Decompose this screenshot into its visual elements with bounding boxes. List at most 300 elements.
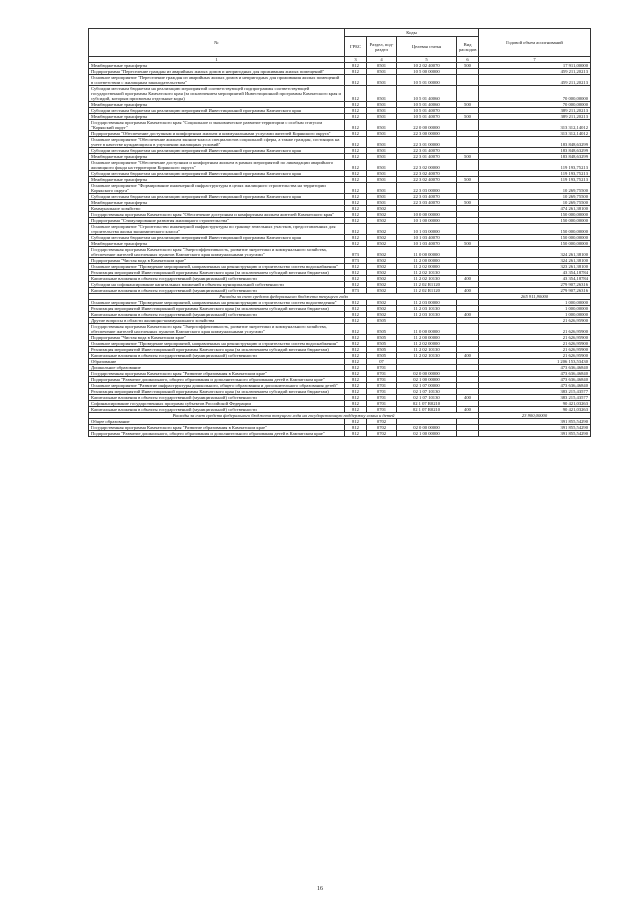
row-amount: 21 626,95900: [479, 353, 591, 359]
row-grbs: 812: [345, 341, 367, 347]
row-name: Подпрограмма "Развитие дошкольного, общего образования и дополнительного образования детей в Камчатском крае": [89, 377, 345, 383]
row-grbs: 812: [345, 401, 367, 407]
row-razdel: 0501: [367, 148, 397, 154]
row-grbs: 812: [345, 312, 367, 318]
row-name: Субсидии на софинансирование капитальных вложений в объекты муниципальной собственности: [89, 282, 345, 288]
row-target: 10 5 00 00000: [397, 69, 457, 75]
row-target: 11 2 03 00000: [397, 300, 457, 306]
row-target: 11 2 02 00000: [397, 341, 457, 347]
row-amount: 1 206 153,53430: [479, 359, 591, 365]
row-grbs: 873: [345, 258, 367, 264]
row-grbs: 812: [345, 212, 367, 218]
row-razdel: 0501: [367, 131, 397, 137]
row-vr: [457, 183, 479, 194]
row-name: Государственная программа Камчатского края "Энергоэффективность, развитие энергетики и коммунального хозяйства, обеспечение жителей населенных пунктов Камчатского края коммунальными услугами": [89, 247, 345, 258]
row-razdel: 0505: [367, 347, 397, 353]
row-grbs: 812: [345, 148, 367, 154]
row-razdel: 0501: [367, 63, 397, 69]
row-name: Субсидии местным бюджетам на реализацию мероприятий Инвестиционной программы Камчатского края: [89, 108, 345, 114]
row-name: Капитальные вложения в объекты государственной (муниципальной) собственности: [89, 312, 345, 318]
row-target: 10 0 00 00000: [397, 212, 457, 218]
row-razdel: 0502: [367, 212, 397, 218]
row-amount: 391 855,54290: [479, 431, 591, 437]
col-index: 1: [89, 57, 345, 63]
row-name: Дошкольное образование: [89, 365, 345, 371]
row-amount: 1 000,00000: [479, 300, 591, 306]
row-target: 11 2 03 10130: [397, 312, 457, 318]
row-target: 02 1 07 10130: [397, 389, 457, 395]
row-name: Государственная программа Камчатского края "Обеспечение доступным и комфортным жильем жителей Камчатского края": [89, 212, 345, 218]
row-target: 02 0 00 00000: [397, 371, 457, 377]
row-razdel: 0505: [367, 318, 397, 324]
note-text: Расходы за счет средств федерального бюджета текущего года: [89, 294, 479, 300]
header-grbs: ГРБС: [345, 37, 367, 57]
row-name: Подпрограмма "Чистая вода в Камчатском крае": [89, 258, 345, 264]
row-razdel: 0701: [367, 407, 397, 413]
row-grbs: 812: [345, 377, 367, 383]
row-target: 10 5 01 00000: [397, 75, 457, 86]
header-codes: Коды: [345, 29, 479, 37]
row-amount: 391 855,54290: [479, 425, 591, 431]
row-name: Капитальные вложения в объекты государственной (муниципальной) собственности: [89, 276, 345, 282]
row-name: Другие вопросы в области жилищно-коммунального хозяйства: [89, 318, 345, 324]
row-razdel: 0501: [367, 183, 397, 194]
note-amount: 23 900,00000: [479, 413, 591, 419]
row-name: Субсидии местным бюджетам на реализацию мероприятий Инвестиционной программы Камчатского края: [89, 171, 345, 177]
row-razdel: 0501: [367, 171, 397, 177]
row-grbs: 812: [345, 177, 367, 183]
row-razdel: 0502: [367, 282, 397, 288]
note-text: Расходы за счет средств федерального бюджета текущего года на государственную поддержку семьи и детей: [89, 413, 479, 419]
row-grbs: 873: [345, 247, 367, 258]
row-razdel: 0502: [367, 300, 397, 306]
header-no: №: [89, 29, 345, 57]
row-razdel: 0501: [367, 177, 397, 183]
row-name: Коммунальное хозяйство: [89, 206, 345, 212]
row-amount: 473 636,46840: [479, 383, 591, 389]
header-razdel: Раздел, под-раздел: [367, 37, 397, 57]
row-amount: 150 000,00000: [479, 212, 591, 218]
row-vr: 500: [457, 63, 479, 69]
row-grbs: 812: [345, 306, 367, 312]
row-amount: 474 261,38100: [479, 206, 591, 212]
row-vr: 500: [457, 154, 479, 160]
row-target: 10 5 01 40070: [397, 114, 457, 120]
row-grbs: 812: [345, 359, 367, 365]
row-vr: 400: [457, 407, 479, 413]
row-razdel: 0502: [367, 241, 397, 247]
row-amount: 183 848,63299: [479, 137, 591, 148]
row-grbs: 812: [345, 108, 367, 114]
row-amount: 119 193,75213: [479, 171, 591, 177]
row-name: Реализация мероприятий Инвестиционной программы Камчатского края (за исключением субсидий местным бюджетам): [89, 389, 345, 395]
row-razdel: 0502: [367, 258, 397, 264]
row-name: Межбюджетные трансферты: [89, 200, 345, 206]
row-target: 11 2 02 R1120: [397, 288, 457, 294]
row-amount: 383 215,43577: [479, 395, 591, 401]
row-amount: 21 626,95900: [479, 347, 591, 353]
row-name: Основное мероприятие "Обеспечение жильем эконом-класса специалистов социальной сферы, а также граждан, состоящих на учете в качестве нуждающихся в улучшении жилищных условий": [89, 137, 345, 148]
row-grbs: 812: [345, 383, 367, 389]
col-index: 3: [345, 57, 367, 63]
row-target: 02 1 00 00000: [397, 431, 457, 437]
row-grbs: 812: [345, 264, 367, 270]
row-amount: 90 421,03263: [479, 407, 591, 413]
row-target: 02 1 07 00000: [397, 383, 457, 389]
row-grbs: 812: [345, 371, 367, 377]
row-name: Капитальные вложения в объекты государственной (муниципальной) собственности: [89, 353, 345, 359]
row-razdel: 0501: [367, 86, 397, 102]
row-razdel: 0502: [367, 270, 397, 276]
row-target: 10 5 01 40060: [397, 102, 457, 108]
row-vr: [457, 431, 479, 437]
row-amount: 323 261,38100: [479, 264, 591, 270]
row-name: Государственная программа Камчатского края "Развитие образования в Камчатском крае": [89, 425, 345, 431]
row-razdel: 0501: [367, 160, 397, 171]
row-amount: 150 000,00000: [479, 218, 591, 224]
row-name: Капитальные вложения в объекты государственной (муниципальной) собственности: [89, 288, 345, 294]
row-razdel: 07: [367, 359, 397, 365]
row-vr: 400: [457, 312, 479, 318]
row-grbs: 812: [345, 347, 367, 353]
row-razdel: 0505: [367, 353, 397, 359]
row-razdel: 0702: [367, 419, 397, 425]
row-vr: [457, 120, 479, 131]
table-body: [89, 63, 591, 437]
row-target: 02 1 07 R0210: [397, 401, 457, 407]
row-name: Субсидии местным бюджетам на реализацию мероприятий Инвестиционной программы Камчатского края: [89, 194, 345, 200]
row-target: 22 3 02 40070: [397, 177, 457, 183]
row-name: Основное мероприятие "Обеспечение доступным и комфортным жильем в рамках мероприятий по ликвидации аварийного жилищного фонда на территории Корякского округа": [89, 160, 345, 171]
row-razdel: 0701: [367, 395, 397, 401]
row-grbs: 812: [345, 276, 367, 282]
row-amount: 17 911,00000: [479, 63, 591, 69]
row-grbs: 812: [345, 194, 367, 200]
row-grbs: 812: [345, 224, 367, 235]
row-name: Подпрограмма "Чистая вода в Камчатском крае": [89, 335, 345, 341]
row-name: Межбюджетные трансферты: [89, 154, 345, 160]
row-grbs: 812: [345, 395, 367, 401]
row-target: 22 3 03 40070: [397, 194, 457, 200]
row-grbs: 812: [345, 102, 367, 108]
page-number: 16: [317, 886, 323, 892]
table-row: [89, 224, 591, 235]
row-amount: 473 636,46840: [479, 377, 591, 383]
row-target: 11 2 03 10130: [397, 306, 457, 312]
row-razdel: 0502: [367, 306, 397, 312]
row-razdel: 0502: [367, 235, 397, 241]
row-target: 02 1 07 10130: [397, 395, 457, 401]
row-amount: 459 211,20213: [479, 69, 591, 75]
row-amount: 279 907,26316: [479, 282, 591, 288]
row-grbs: 812: [345, 324, 367, 335]
row-amount: 90 421,03263: [479, 401, 591, 407]
row-vr: 500: [457, 177, 479, 183]
row-target: 02 0 00 00000: [397, 425, 457, 431]
row-amount: 150 000,00000: [479, 235, 591, 241]
col-index: 6: [457, 57, 479, 63]
row-grbs: 812: [345, 241, 367, 247]
row-grbs: 812: [345, 300, 367, 306]
row-grbs: 812: [345, 353, 367, 359]
row-razdel: 0701: [367, 377, 397, 383]
row-name: Подпрограмма "Развитие дошкольного, общего образования и дополнительного образования детей в Камчатском крае": [89, 431, 345, 437]
row-grbs: 812: [345, 63, 367, 69]
row-name: Межбюджетные трансферты: [89, 241, 345, 247]
row-vr: [457, 137, 479, 148]
row-name: Основное мероприятие "Развитие инфраструктуры дошкольного, общего образования и дополнительного образования детей": [89, 383, 345, 389]
row-target: 11 2 00 00000: [397, 258, 457, 264]
row-amount: 119 193,75213: [479, 177, 591, 183]
row-grbs: 812: [345, 120, 367, 131]
row-razdel: 0505: [367, 335, 397, 341]
row-amount: 1 000,00000: [479, 306, 591, 312]
row-razdel: 0501: [367, 137, 397, 148]
note-amount: 265 911,90000: [479, 294, 591, 300]
row-name: Основное мероприятие "Формирование инженерной инфраструктуры в целях жилищного строительства на территории Корякского округа": [89, 183, 345, 194]
row-name: Государственная программа Камчатского края "Энергоэффективность, развитие энергетики и коммунального хозяйства, обеспечение жителей населенных пунктов Камчатского края коммунальными услугами": [89, 324, 345, 335]
row-grbs: 812: [345, 425, 367, 431]
row-amount: 313 312,14012: [479, 131, 591, 137]
row-amount: 183 848,63299: [479, 154, 591, 160]
row-grbs: 812: [345, 69, 367, 75]
table-row: [89, 86, 591, 102]
row-grbs: 812: [345, 282, 367, 288]
col-index: 4: [367, 57, 397, 63]
table-row: [89, 120, 591, 131]
row-amount: 150 000,00000: [479, 224, 591, 235]
row-name: Капитальные вложения в объекты государственной (муниципальной) собственности: [89, 395, 345, 401]
row-vr: [457, 324, 479, 335]
row-target: 22 3 03 40070: [397, 200, 457, 206]
row-name: Субсидии местным бюджетам на реализацию мероприятий Инвестиционной программы Камчатского края: [89, 148, 345, 154]
row-amount: 119 193,75213: [479, 160, 591, 171]
header-vr: Вид расходов: [457, 37, 479, 57]
row-name: Капитальные вложения в объекты государственной (муниципальной) собственности: [89, 407, 345, 413]
col-index: 5: [397, 57, 457, 63]
row-grbs: 812: [345, 75, 367, 86]
row-razdel: 0501: [367, 154, 397, 160]
table-row: [89, 247, 591, 258]
row-amount: 21 626,95900: [479, 318, 591, 324]
row-target: 11 0 00 00000: [397, 247, 457, 258]
row-grbs: 812: [345, 335, 367, 341]
row-grbs: 812: [345, 419, 367, 425]
row-amount: 10 269,75500: [479, 200, 591, 206]
row-razdel: 0502: [367, 288, 397, 294]
row-target: 10 5 01 40070: [397, 108, 457, 114]
row-target: 10 2 02 40070: [397, 63, 457, 69]
row-name: Основное мероприятие "Проведение мероприятий, направленных на реконструкцию и строительство систем водоснабжения": [89, 341, 345, 347]
row-target: 22 3 02 00000: [397, 160, 457, 171]
row-razdel: 0701: [367, 383, 397, 389]
row-name: Межбюджетные трансферты: [89, 63, 345, 69]
row-grbs: 812: [345, 131, 367, 137]
row-amount: 43 354,18784: [479, 276, 591, 282]
row-target: 11 2 02 10130: [397, 276, 457, 282]
row-target: 22 3 03 00000: [397, 183, 457, 194]
row-name: Софинансирование государственных программ субъектов Российской Федерации: [89, 401, 345, 407]
row-amount: 473 636,46840: [479, 371, 591, 377]
row-razdel: 0502: [367, 224, 397, 235]
row-vr: 500: [457, 241, 479, 247]
row-name: Подпрограмма "Переселение граждан из аварийных жилых домов и непригодных для проживания жилых помещений": [89, 69, 345, 75]
row-amount: 70 000,00000: [479, 102, 591, 108]
row-vr: [457, 160, 479, 171]
row-razdel: 0502: [367, 276, 397, 282]
row-target: 11 2 02 R1120: [397, 282, 457, 288]
table-row: [89, 183, 591, 194]
row-vr: 500: [457, 114, 479, 120]
row-amount: 21 626,95900: [479, 324, 591, 335]
row-grbs: 812: [345, 114, 367, 120]
row-amount: 389 211,20213: [479, 114, 591, 120]
row-razdel: 0502: [367, 206, 397, 212]
row-target: 11 2 02 00000: [397, 264, 457, 270]
row-amount: 279 907,26316: [479, 288, 591, 294]
row-razdel: 0702: [367, 425, 397, 431]
row-razdel: 0701: [367, 401, 397, 407]
row-razdel: 0702: [367, 431, 397, 437]
row-target: 22 3 01 00000: [397, 137, 457, 148]
row-name: Основное мероприятие "Переселение граждан из аварийных жилых домов и непригодных для проживания жилых помещений в соответствии с жилищным законодательством": [89, 75, 345, 86]
row-amount: 1 000,00000: [479, 312, 591, 318]
row-amount: 21 626,95900: [479, 341, 591, 347]
row-vr: 400: [457, 353, 479, 359]
row-name: Межбюджетные трансферты: [89, 177, 345, 183]
row-vr: 400: [457, 276, 479, 282]
row-target: 22 3 02 40070: [397, 171, 457, 177]
row-razdel: 0501: [367, 102, 397, 108]
col-index: 7: [479, 57, 591, 63]
row-razdel: 0501: [367, 194, 397, 200]
row-target: 22 3 00 00000: [397, 131, 457, 137]
budget-table: [88, 28, 591, 437]
row-target: 10 1 03 00000: [397, 224, 457, 235]
row-grbs: 812: [345, 218, 367, 224]
row-amount: 21 626,95900: [479, 335, 591, 341]
row-amount: 391 855,54290: [479, 419, 591, 425]
row-target: 10 5 01 40060: [397, 86, 457, 102]
row-amount: 459 211,20213: [479, 75, 591, 86]
table-row: [89, 324, 591, 335]
row-amount: 383 215,43577: [479, 389, 591, 395]
row-grbs: 812: [345, 235, 367, 241]
row-amount: 324 261,38100: [479, 247, 591, 258]
row-razdel: 0701: [367, 371, 397, 377]
row-grbs: 812: [345, 389, 367, 395]
row-amount: 183 848,63299: [479, 148, 591, 154]
row-grbs: 812: [345, 206, 367, 212]
row-target: 11 2 00 00000: [397, 335, 457, 341]
row-target: 22 3 01 40070: [397, 148, 457, 154]
table-row: [89, 75, 591, 86]
row-grbs: 812: [345, 160, 367, 171]
row-amount: 70 000,00000: [479, 86, 591, 102]
row-name: Основное мероприятие "Строительство инженерной инфраструктуры по границе земельных участков, предоставленных для строительства жилья экономического класса": [89, 224, 345, 235]
row-grbs: 812: [345, 154, 367, 160]
row-amount: 389 211,20213: [479, 108, 591, 114]
row-amount: 324 261,38100: [479, 258, 591, 264]
row-target: 10 1 00 00000: [397, 218, 457, 224]
row-grbs: 812: [345, 270, 367, 276]
row-target: 11 2 02 10130: [397, 270, 457, 276]
row-target: 11 2 02 10130: [397, 347, 457, 353]
row-razdel: 0501: [367, 120, 397, 131]
row-name: Общее образование: [89, 419, 345, 425]
row-razdel: 0502: [367, 218, 397, 224]
row-name: Межбюджетные трансферты: [89, 114, 345, 120]
row-target: 11 0 00 00000: [397, 324, 457, 335]
row-grbs: 812: [345, 407, 367, 413]
row-razdel: 0701: [367, 389, 397, 395]
row-razdel: 0502: [367, 312, 397, 318]
header-cs: Целевая статья: [397, 37, 457, 57]
row-name: Реализация мероприятий Инвестиционной программы Камчатского края (за исключением субсидий местным бюджетам): [89, 347, 345, 353]
row-name: Образование: [89, 359, 345, 365]
row-target: 10 1 03 40070: [397, 235, 457, 241]
row-grbs: 812: [345, 318, 367, 324]
row-target: 02 1 07 R0210: [397, 407, 457, 413]
row-grbs: 812: [345, 431, 367, 437]
row-razdel: 0505: [367, 324, 397, 335]
header-sum: Годовой объем ассигнований: [479, 29, 591, 57]
row-vr: [457, 75, 479, 86]
row-name: Подпрограмма "Обеспечение доступным и комфортным жильем и коммунальными услугами жителей Корякского округа": [89, 131, 345, 137]
row-amount: 473 636,46840: [479, 365, 591, 371]
row-grbs: 812: [345, 171, 367, 177]
row-amount: 10 269,75500: [479, 194, 591, 200]
row-amount: 313 312,14012: [479, 120, 591, 131]
row-name: Межбюджетные трансферты: [89, 102, 345, 108]
row-vr: [457, 224, 479, 235]
row-razdel: 0501: [367, 108, 397, 114]
row-vr: 400: [457, 395, 479, 401]
row-grbs: 812: [345, 365, 367, 371]
row-target: 10 1 03 40070: [397, 241, 457, 247]
row-name: Субсидии местным бюджетам на реализацию мероприятий Инвестиционной программы Камчатского края: [89, 235, 345, 241]
row-name: Государственная программа Камчатского края "Развитие образования в Камчатском крае": [89, 371, 345, 377]
row-grbs: 812: [345, 86, 367, 102]
row-target: 22 3 01 40070: [397, 154, 457, 160]
row-razdel: 0501: [367, 75, 397, 86]
row-target: 02 1 00 00000: [397, 377, 457, 383]
row-grbs: 812: [345, 137, 367, 148]
row-razdel: 0701: [367, 365, 397, 371]
row-grbs: 812: [345, 183, 367, 194]
row-name: Основное мероприятие "Проведение мероприятий, направленных на реконструкцию и строительство систем водоотведения": [89, 300, 345, 306]
row-razdel: 0501: [367, 200, 397, 206]
row-vr: [457, 86, 479, 102]
row-target: 22 0 00 00000: [397, 120, 457, 131]
row-razdel: 0501: [367, 114, 397, 120]
row-name: Реализация мероприятий Инвестиционной программы Камчатского края (за исключением субсидий местным бюджетам): [89, 270, 345, 276]
row-name: Основное мероприятие "Проведение мероприятий, направленных на реконструкцию и строительство систем водоснабжения": [89, 264, 345, 270]
row-vr: 400: [457, 288, 479, 294]
row-amount: 10 269,75500: [479, 183, 591, 194]
row-amount: 150 000,00000: [479, 241, 591, 247]
table-row: [89, 160, 591, 171]
table-row: [89, 431, 591, 437]
row-name: Субсидии местным бюджетам на реализацию мероприятий соответствующей подпрограммы соответствующей государственной программы Камчатского края (за исключением мероприятий Инвестиционной программы Камчатского края и субсидий, которым присвоены отдельные коды): [89, 86, 345, 102]
row-vr: 500: [457, 102, 479, 108]
row-name: Государственная программа Камчатского края "Социальное и экономическое развитие территории с особым статусом "Корякский округ": [89, 120, 345, 131]
row-name: Подпрограмма "Стимулирование развития жилищного строительства": [89, 218, 345, 224]
row-grbs: 873: [345, 288, 367, 294]
row-razdel: 0502: [367, 247, 397, 258]
row-vr: [457, 247, 479, 258]
row-amount: 43 354,18784: [479, 270, 591, 276]
